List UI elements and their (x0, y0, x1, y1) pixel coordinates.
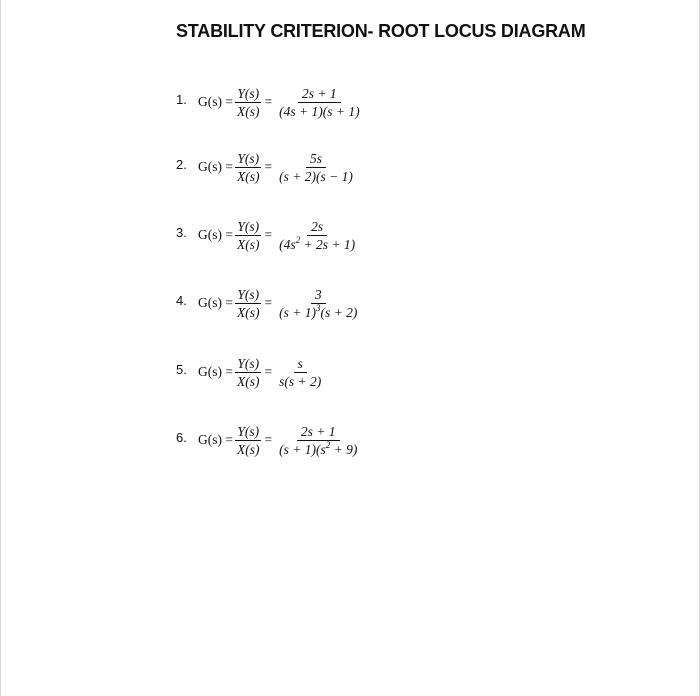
tf-numerator: 2s + 1 (298, 86, 341, 103)
ratio-denominator: X(s) (236, 236, 260, 252)
exponent: 2 (295, 234, 301, 245)
tf-numerator: 2s (307, 219, 327, 236)
transfer-fraction (275, 424, 361, 457)
lhs: G(s) = (198, 295, 233, 310)
den-part: + 2s + 1) (300, 236, 356, 252)
ratio-numerator: Y(s) (237, 423, 260, 439)
problem-number: 3. (176, 225, 187, 240)
den-part: + 9) (330, 441, 358, 457)
problem-number: 2. (176, 157, 187, 172)
transfer-function (198, 283, 361, 323)
ratio-denominator: X(s) (236, 373, 260, 389)
output-input-ratio (235, 424, 262, 457)
equals-sign: = (264, 364, 273, 379)
equals-sign: = (264, 94, 273, 109)
output-input-ratio (235, 151, 262, 184)
transfer-fraction (275, 151, 357, 184)
transfer-function (198, 215, 359, 255)
tf-denominator (275, 441, 361, 457)
tf-denominator: (4s + 1)(s + 1) (279, 103, 360, 119)
transfer-function (198, 352, 325, 392)
exponent: 3 (315, 302, 321, 313)
ratio-denominator: X(s) (236, 304, 260, 320)
equals-sign: = (264, 432, 273, 447)
tf-numerator: 3 (311, 287, 326, 304)
tf-denominator: (s + 2)(s − 1) (279, 168, 353, 184)
page-title: STABILITY CRITERION- ROOT LOCUS DIAGRAM (176, 21, 586, 41)
exponent: 2 (325, 439, 331, 450)
ratio-denominator: X(s) (236, 441, 260, 457)
lhs: G(s) = (198, 227, 233, 242)
ratio-numerator: Y(s) (237, 355, 260, 371)
lhs: G(s) = (198, 159, 233, 174)
tf-numerator: s (294, 356, 307, 373)
tf-numerator: 2s + 1 (297, 424, 340, 441)
equals-sign: = (264, 159, 273, 174)
output-input-ratio (235, 219, 262, 252)
output-input-ratio (235, 287, 262, 320)
problem-number: 4. (176, 293, 187, 308)
transfer-fraction (275, 86, 363, 119)
den-part: (s + 2) (320, 304, 358, 320)
transfer-fraction (275, 219, 359, 252)
tf-numerator: 5s (306, 151, 326, 168)
lhs: G(s) = (198, 94, 233, 109)
problem-number: 1. (176, 92, 187, 107)
transfer-fraction (275, 356, 325, 389)
tf-denominator: s(s + 2) (279, 373, 322, 389)
ratio-numerator: Y(s) (237, 218, 260, 234)
lhs: G(s) = (198, 432, 233, 447)
ratio-numerator: Y(s) (237, 85, 260, 101)
den-part: (4s (279, 236, 296, 252)
equals-sign: = (264, 295, 273, 310)
transfer-fraction (275, 287, 361, 320)
ratio-denominator: X(s) (236, 168, 260, 184)
transfer-function (198, 82, 364, 122)
den-part: (s + 1) (279, 304, 316, 320)
den-part: (s + 1)(s (279, 441, 326, 457)
output-input-ratio (235, 86, 262, 119)
transfer-function (198, 420, 361, 460)
ratio-numerator: Y(s) (237, 150, 260, 166)
problem-number: 5. (176, 362, 187, 377)
tf-denominator (275, 236, 359, 252)
page-left-edge (0, 0, 1, 696)
output-input-ratio (235, 356, 262, 389)
lhs: G(s) = (198, 364, 233, 379)
equals-sign: = (264, 227, 273, 242)
ratio-numerator: Y(s) (237, 286, 260, 302)
problem-number: 6. (176, 430, 187, 445)
tf-denominator (275, 304, 361, 320)
transfer-function (198, 147, 357, 187)
ratio-denominator: X(s) (236, 103, 260, 119)
